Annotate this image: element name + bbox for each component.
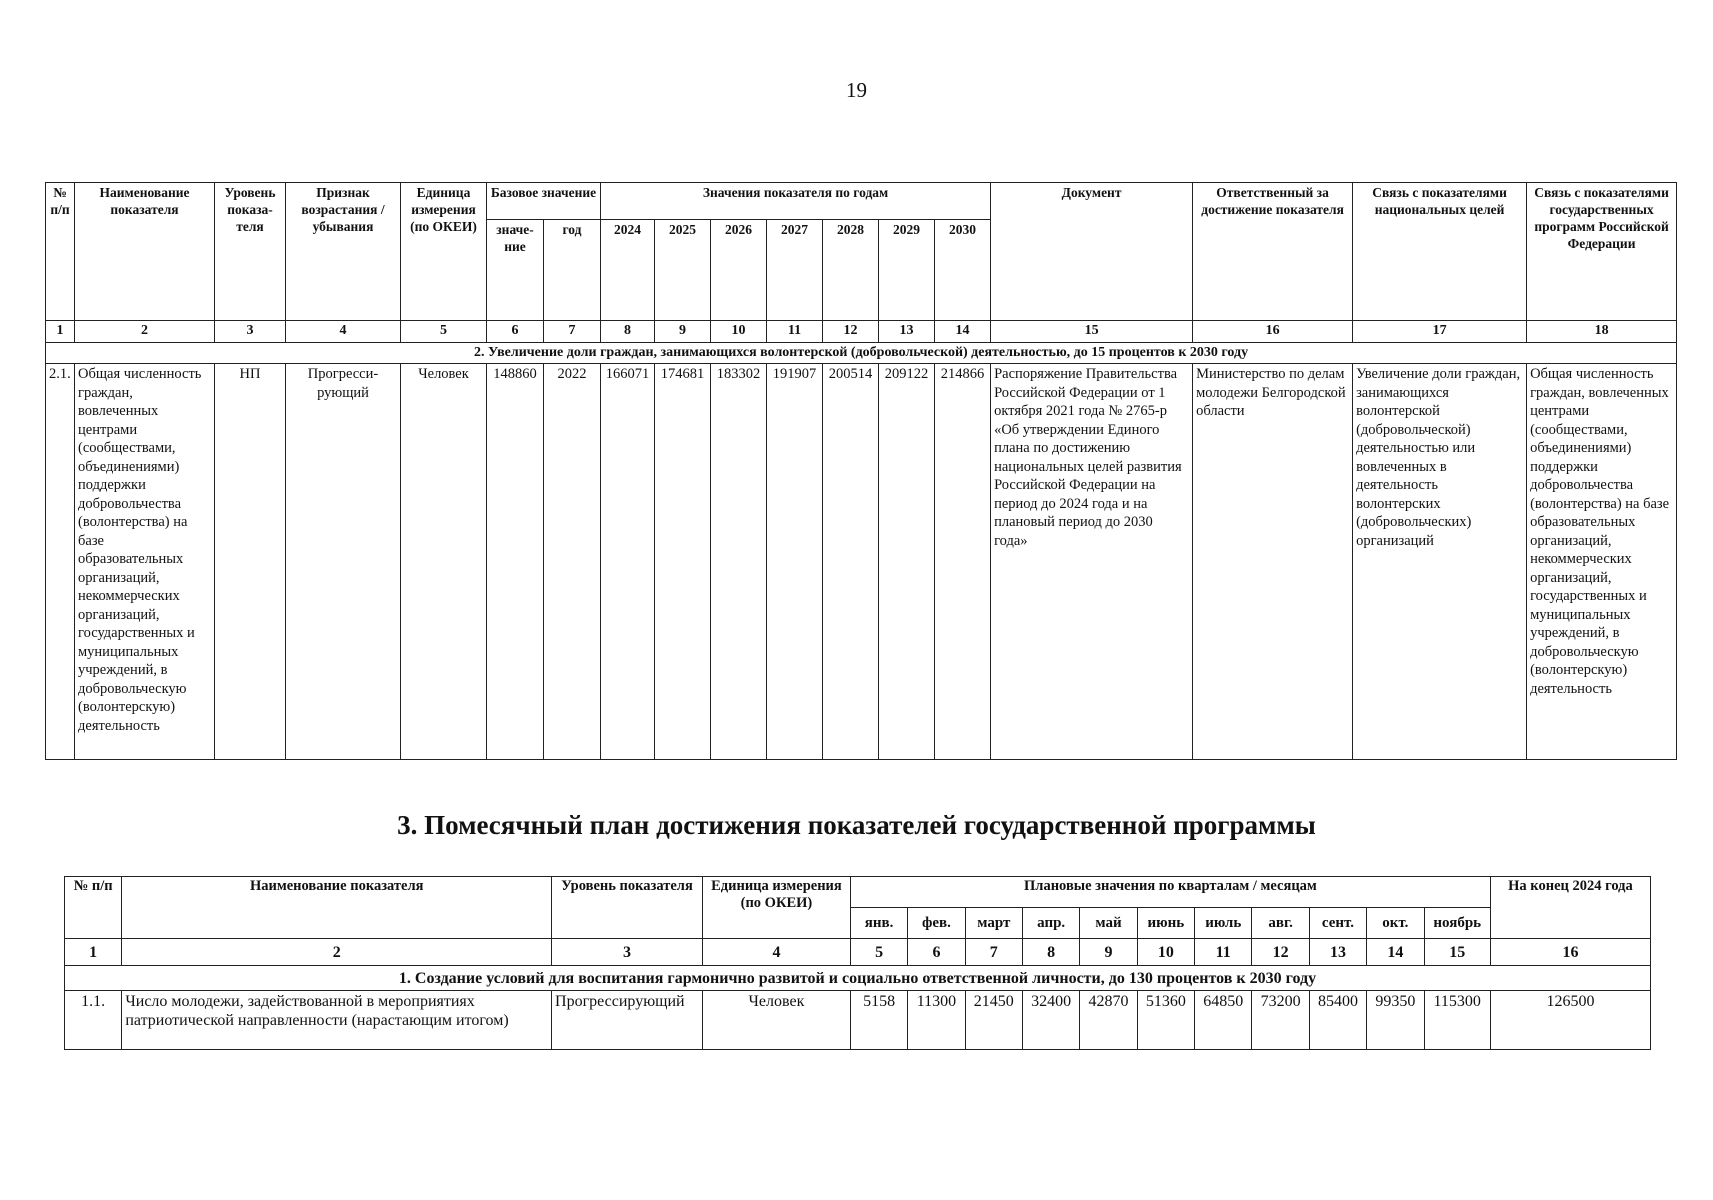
section-title-row: 2. Увеличение доли граждан, занимающихся волонтерской (добровольческой) деятельностью, до 15 процентов к 2030 году — [46, 342, 1677, 364]
column-number: 7 — [544, 321, 601, 343]
column-number: 6 — [487, 321, 544, 343]
header-responsible: Ответственный за достижение показателя — [1193, 183, 1353, 321]
column-number: 8 — [1022, 939, 1079, 966]
column-number: 3 — [215, 321, 286, 343]
row-month-value: 11300 — [908, 991, 965, 1050]
column-number: 8 — [601, 321, 655, 343]
column-number: 11 — [767, 321, 823, 343]
row-month-value: 5158 — [850, 991, 907, 1050]
header-plan-group: Плановые значения по кварталам / месяцам — [850, 877, 1490, 908]
column-number: 9 — [1080, 939, 1137, 966]
row-link-state: Общая численность граждан, вовлеченных центрами (сообществами, объединениями) поддержки добровольчества (волонтерства) на базе образовательных организаций, некоммерческих организаций, государственных и муниципальных учреждений, в добровольческую (волонтерскую) деятельность — [1527, 364, 1677, 760]
section-title-row: 1. Создание условий для воспитания гармонично развитой и социально ответственной личности, до 130 процентов к 2030 году — [65, 966, 1651, 991]
column-number: 18 — [1527, 321, 1677, 343]
column-number: 15 — [991, 321, 1193, 343]
column-number: 2 — [75, 321, 215, 343]
row-month-value: 64850 — [1195, 991, 1252, 1050]
column-number: 12 — [1252, 939, 1309, 966]
column-number: 4 — [702, 939, 850, 966]
column-numbers-row — [65, 939, 1651, 966]
header-link-national: Связь с показателями национальных целей — [1353, 183, 1527, 321]
column-numbers-row — [46, 321, 1677, 343]
header-year: 2029 — [879, 220, 935, 321]
row-unit: Человек — [702, 991, 850, 1050]
header-year: 2027 — [767, 220, 823, 321]
row-level: НП — [215, 364, 286, 760]
column-number: 10 — [711, 321, 767, 343]
column-number: 7 — [965, 939, 1022, 966]
header-level: Уровень показателя — [552, 877, 703, 939]
header-month: янв. — [850, 908, 907, 939]
page-number: 19 — [846, 78, 867, 102]
row-month-value: 21450 — [965, 991, 1022, 1050]
column-number: 14 — [935, 321, 991, 343]
row-value: 183302 — [711, 364, 767, 760]
row-month-value: 51360 — [1137, 991, 1194, 1050]
row-name: Общая численность граждан, вовлеченных центрами (сообществами, объединениями) поддержки добровольчества (волонтерства) на базе образовательных организаций, некоммерческих организаций, государственных и муниципальных учреждений, в добровольческую (волонтерскую) деятельность — [75, 364, 215, 760]
header-num: № п/п — [46, 183, 75, 321]
row-unit: Человек — [401, 364, 487, 760]
header-years-group: Значения показателя по годам — [601, 183, 991, 220]
column-number: 5 — [401, 321, 487, 343]
header-year: 2028 — [823, 220, 879, 321]
column-number: 16 — [1193, 321, 1353, 343]
header-year: 2026 — [711, 220, 767, 321]
column-number: 2 — [122, 939, 552, 966]
header-level: Уровень показа-теля — [215, 183, 286, 321]
column-number: 16 — [1490, 939, 1650, 966]
header-document: Документ — [991, 183, 1193, 321]
header-month: июнь — [1137, 908, 1194, 939]
column-number: 10 — [1137, 939, 1194, 966]
header-year: 2025 — [655, 220, 711, 321]
header-month: апр. — [1022, 908, 1079, 939]
header-month: окт. — [1367, 908, 1424, 939]
header-month: ноябрь — [1424, 908, 1490, 939]
row-month-value: 42870 — [1080, 991, 1137, 1050]
column-number: 1 — [46, 321, 75, 343]
column-number: 9 — [655, 321, 711, 343]
header-month: март — [965, 908, 1022, 939]
header-month: июль — [1195, 908, 1252, 939]
header-month: авг. — [1252, 908, 1309, 939]
row-value: 166071 — [601, 364, 655, 760]
header-year: 2024 — [601, 220, 655, 321]
row-month-value: 32400 — [1022, 991, 1079, 1050]
header-year-end: На конец 2024 года — [1490, 877, 1650, 939]
column-number: 3 — [552, 939, 703, 966]
column-number: 12 — [823, 321, 879, 343]
header-base-year: год — [544, 220, 601, 321]
header-name: Наименование показателя — [75, 183, 215, 321]
column-number: 11 — [1195, 939, 1252, 966]
column-number: 15 — [1424, 939, 1490, 966]
row-month-value: 99350 — [1367, 991, 1424, 1050]
header-num: № п/п — [65, 877, 122, 939]
section-3-title: 3. Помесячный план достижения показателей государственной программы — [397, 810, 1316, 840]
header-month: май — [1080, 908, 1137, 939]
row-month-value: 85400 — [1309, 991, 1366, 1050]
row-month-value: 73200 — [1252, 991, 1309, 1050]
column-number: 6 — [908, 939, 965, 966]
header-name: Наименование показателя — [122, 877, 552, 939]
row-link-national: Увеличение доли граждан, занимающихся волонтерской (добровольческой) деятельностью или вовлеченных в деятельность волонтерских (добровольческих) организаций — [1353, 364, 1527, 760]
row-value: 209122 — [879, 364, 935, 760]
column-number: 5 — [850, 939, 907, 966]
header-link-state: Связь с показателями государственных программ Российской Федерации — [1527, 183, 1677, 321]
indicators-table — [45, 182, 1677, 760]
row-num: 1.1. — [65, 991, 122, 1050]
row-year-end: 126500 — [1490, 991, 1650, 1050]
header-unit: Единица измерения (по ОКЕИ) — [702, 877, 850, 939]
header-sign: Признак возрастания / убывания — [286, 183, 401, 321]
column-number: 4 — [286, 321, 401, 343]
row-value: 191907 — [767, 364, 823, 760]
header-base-value: значе-ние — [487, 220, 544, 321]
column-number: 13 — [1309, 939, 1366, 966]
row-value: 174681 — [655, 364, 711, 760]
row-level: Прогрессирующий — [552, 991, 703, 1050]
row-value: 200514 — [823, 364, 879, 760]
row-base-value: 148860 — [487, 364, 544, 760]
header-month: фев. — [908, 908, 965, 939]
row-document: Распоряжение Правительства Российской Федерации от 1 октября 2021 года № 2765-р «Об утверждении Единого плана по достижению национальных целей развития Российской Федерации на период до 2024 года и на плановый период до 2030 года» — [991, 364, 1193, 760]
header-unit: Единица измерения (по ОКЕИ) — [401, 183, 487, 321]
row-base-year: 2022 — [544, 364, 601, 760]
table-row — [65, 991, 1651, 1050]
header-year: 2030 — [935, 220, 991, 321]
header-month: сент. — [1309, 908, 1366, 939]
table-row — [46, 364, 1677, 760]
column-number: 17 — [1353, 321, 1527, 343]
row-num: 2.1. — [46, 364, 75, 760]
row-responsible: Министерство по делам молодежи Белгородской области — [1193, 364, 1353, 760]
row-month-value: 115300 — [1424, 991, 1490, 1050]
row-value: 214866 — [935, 364, 991, 760]
row-sign: Прогресси-рующий — [286, 364, 401, 760]
monthly-plan-table — [64, 876, 1651, 1050]
column-number: 13 — [879, 321, 935, 343]
column-number: 1 — [65, 939, 122, 966]
row-name: Число молодежи, задействованной в мероприятиях патриотической направленности (нарастающим итогом) — [122, 991, 552, 1050]
header-base: Базовое значение — [487, 183, 601, 220]
column-number: 14 — [1367, 939, 1424, 966]
